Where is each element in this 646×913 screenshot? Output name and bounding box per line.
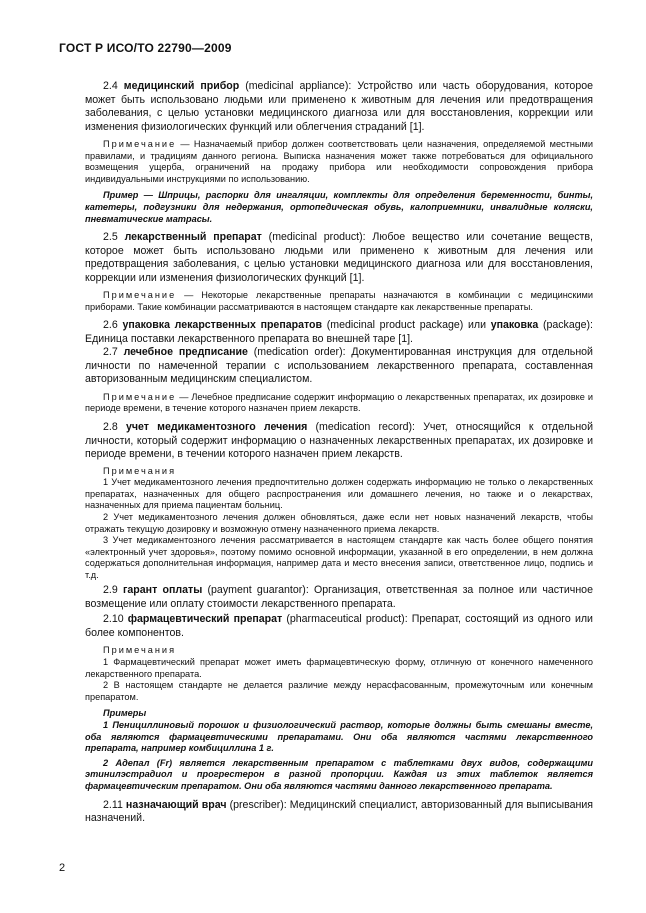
definition: Устройство или часть оборудования, которое может быть использовано людьми или применено к животным для лечения или предотвращения заболевания, с целью установки медицинского диагноза или для восстановления, коррекции или изменения физиологических функций или облегчения страданий [1]. — [85, 80, 593, 133]
term: гарант оплаты — [123, 584, 203, 597]
definition: Единица поставки лекарственного препарата во внешней таре [1]. — [85, 332, 413, 345]
notes-label: Примечания — [103, 645, 177, 656]
definition: Организация, ответственная за полное или частичное возмещение или оплату стоимости лекарственного препарата. — [85, 584, 593, 610]
entry-2-5 — [85, 231, 593, 285]
entry-2-7 — [85, 346, 593, 387]
entry-2-4 — [85, 80, 593, 134]
entry-2-9 — [85, 584, 593, 611]
term-english: (medicinal product package) или — [326, 319, 486, 332]
note-label: Примечание — [103, 290, 177, 301]
term: лекарственный препарат — [124, 231, 262, 244]
entry-number: 2.8 — [103, 421, 118, 434]
example-label: Пример — — [103, 190, 153, 201]
entry-number: 2.7 — [103, 346, 118, 359]
document-body — [85, 80, 593, 826]
entry-number: 2.10 — [103, 613, 124, 626]
notes-label-2-8 — [85, 466, 593, 478]
notes-label-2-10 — [85, 645, 593, 657]
example-text: Шприцы, распорки для ингаляции, комплекты для определения беременности, бинты, катетеры, подгузники для недержания, ортопедическая обувь, калоприемники, инвалидные коляски, пневматические матрасы. — [85, 190, 594, 224]
term: упаковка лекарственных препаратов — [122, 319, 323, 332]
entry-2-6 — [85, 319, 593, 346]
note-label: Примечание — [103, 391, 177, 402]
definition: Документированная инструкция для отдельной личности по намеченной терапии с использованием лекарственного препарата, составленная авторизованным медицинским специалистом. — [85, 346, 593, 386]
page-number: 2 — [59, 862, 66, 874]
example-item: 1 Пенициллиновый порошок и физиологический раствор, которые должны быть смешаны вместе, оба являются фармацевтическими препаратами. Они оба являются частями лекарственного препарата, например комбициллина 1 г. — [85, 720, 593, 754]
note-text: — Некоторые лекарственные препараты назначаются в комбинации с медицинскими приборами. Такие комбинации рассматриваются в настоящем стандарте как лекарственные препараты. — [85, 290, 593, 312]
note-item: 2 Учет медикаментозного лечения должен обновляться, даже если нет новых назначений лекарств, чтобы отражать текущую дозировку и возможную отмену назначенного приема лекарств. — [85, 511, 593, 534]
note-text: — Назначаемый прибор должен соответствовать цели назначения, определяемой местными правилами, и традициям данного региона. Выписка назначения может также потребоваться для официального возмещения ущерба, ограничений на продажу прибора или необходимости сопровождения прибора индивидуальными инструкциями по использованию. — [85, 139, 593, 184]
entry-2-10 — [85, 613, 593, 640]
note-item: 1 Учет медикаментозного лечения предпочтительно должен содержать информацию не только о лекарственных препаратах, назначенных для общего распространения или домашнего лечения, но также и о лекарствах, назначенных для приема пациентам больниц. — [85, 477, 593, 511]
notes-label: Примечания — [103, 465, 177, 476]
term-alt-english: (package): — [542, 319, 593, 332]
entry-number: 2.6 — [103, 319, 118, 332]
entry-2-11 — [85, 799, 593, 826]
term: назначающий врач — [125, 798, 227, 811]
term-english: (prescriber): — [229, 798, 287, 811]
term: фармацевтический препарат — [127, 613, 283, 626]
entry-number: 2.9 — [103, 584, 118, 597]
term-english: (pharmaceutical product): — [286, 613, 408, 626]
note-label: Примечание — [103, 139, 177, 149]
term-english: (medicinal product): — [268, 231, 366, 244]
note-item: 2 В настоящем стандарте не делается различие между нерасфасованным, промежуточным или конечным препаратом. — [85, 680, 593, 702]
entry-number: 2.11 — [103, 798, 123, 811]
definition: Учет, относящийся к отдельной личности, который содержит информацию о назначенных лекарственных препаратах, их дозировке и периоде времени, в течении которого назначен прием лекарств. — [85, 421, 593, 461]
entry-number: 2.4 — [103, 80, 118, 92]
definition: Медицинский специалист, авторизованный для выписывания назначений. — [85, 798, 593, 825]
note-item: 1 Фармацевтический препарат может иметь фармацевтическую форму, отличную от конечного намеченного лекарственного препарата. — [85, 657, 593, 679]
note-text: — Лечебное предписание содержит информацию о лекарственных препаратах, их дозировке и периоде времени, в течение которого назначен прием лекарств. — [85, 391, 593, 414]
entry-number: 2.5 — [103, 231, 118, 244]
term: медицинский прибор — [123, 80, 240, 92]
note-2-5 — [85, 290, 593, 313]
example-item: 2 Адепал (Fr) является лекарственным препаратом с таблетками двух видов, содержащими этинилэстрадиол и прогрестерон в разной пропорции. Каждая из этих таблеток является фармацевтическим препаратом. Они оба являются частями данного лекарственного препарата. — [85, 757, 593, 791]
example-2-4 — [85, 190, 593, 225]
term-english: (payment guarantor): — [207, 584, 309, 597]
entry-2-8 — [85, 421, 593, 462]
term: лечебное предписание — [123, 346, 248, 359]
definition: Любое вещество или сочетание веществ, которое может быть использовано людьми или применено к животным для лечения или предотвращения заболевания, с целью установки медицинского диагноза или для восстановления, коррекции или изменения физиологических функций [1]. — [85, 231, 593, 284]
definition: Препарат, состоящий из одного или более компонентов. — [85, 613, 593, 639]
examples-label: Примеры — [103, 708, 147, 719]
note-2-7 — [85, 392, 593, 415]
document-header: ГОСТ Р ИСО/ТО 22790—2009 — [59, 41, 232, 55]
note-item: 3 Учет медикаментозного лечения рассматривается в настоящем стандарте как часть более общего понятия «электронный учет здоровья», поэтому помимо основной информации, указанной в его определении, в нем должна содержаться дополнительная информация, например дата и место внесения записи, ответственное лицо, подпись и т.д. — [85, 535, 593, 580]
term-alt: упаковка — [490, 319, 539, 332]
term: учет медикаментозного лечения — [125, 421, 308, 434]
note-2-4 — [85, 139, 593, 185]
term-english: (medicinal appliance): — [245, 80, 352, 92]
term-english: (medication record): — [315, 421, 415, 434]
term-english: (medication order): — [253, 346, 346, 359]
